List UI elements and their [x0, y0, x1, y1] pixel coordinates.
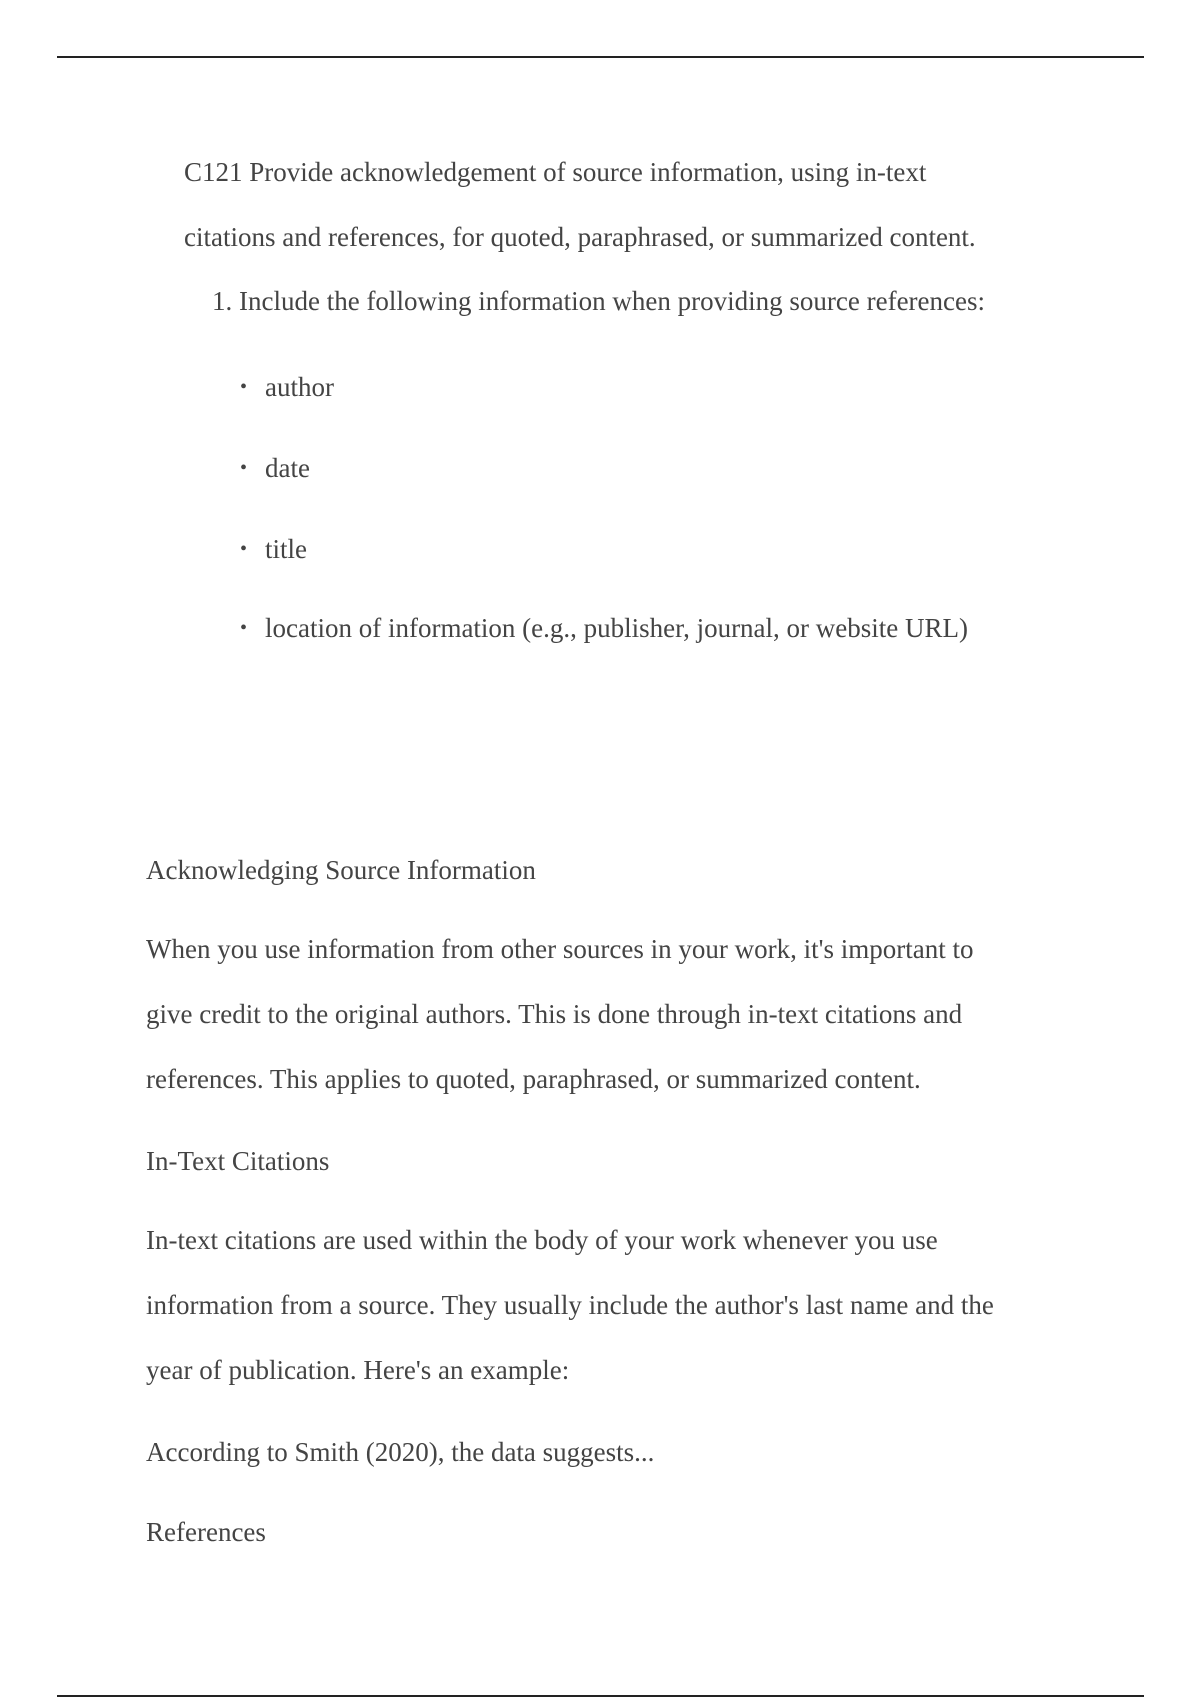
bullet-text: author: [265, 372, 334, 402]
list-item: [240, 451, 310, 485]
intro-paragraph: [184, 140, 1084, 270]
section-heading-intext: In-Text Citations: [146, 1146, 330, 1176]
bullet-text: title: [265, 534, 307, 564]
paragraph-line: In-text citations are used within the body of your work whenever you use: [146, 1225, 938, 1255]
paragraph-acknowledging: [146, 917, 1066, 1112]
paragraph-line: information from a source. They usually include the author's last name and the: [146, 1290, 994, 1320]
intro-line-2: citations and references, for quoted, paraphrased, or summarized content.: [184, 222, 976, 252]
top-rule: [57, 56, 1144, 58]
paragraph-line: give credit to the original authors. This is done through in-text citations and: [146, 999, 963, 1029]
bullet-icon: •: [240, 457, 248, 479]
bullet-text: date: [265, 453, 310, 483]
citation-example: According to Smith (2020), the data suggests...: [146, 1437, 655, 1467]
section-heading-references: References: [146, 1517, 266, 1547]
list-item: [240, 370, 334, 404]
paragraph-line: references. This applies to quoted, paraphrased, or summarized content.: [146, 1064, 921, 1094]
list-item: [240, 611, 968, 645]
paragraph-intext: [146, 1208, 1066, 1403]
list-item: [240, 532, 307, 566]
bullet-text: location of information (e.g., publisher, journal, or website URL): [265, 613, 969, 643]
numbered-list-item: 1. Include the following information when providing source references:: [212, 286, 986, 316]
bottom-rule: [57, 1695, 1144, 1697]
intro-line-1: C121 Provide acknowledgement of source information, using in-text: [184, 157, 927, 187]
paragraph-line: year of publication. Here's an example:: [146, 1355, 570, 1385]
paragraph-line: When you use information from other sources in your work, it's important to: [146, 934, 974, 964]
bullet-icon: •: [240, 376, 248, 398]
bullet-icon: •: [240, 538, 248, 560]
section-heading-acknowledging: Acknowledging Source Information: [146, 855, 536, 885]
bullet-icon: •: [240, 617, 248, 639]
